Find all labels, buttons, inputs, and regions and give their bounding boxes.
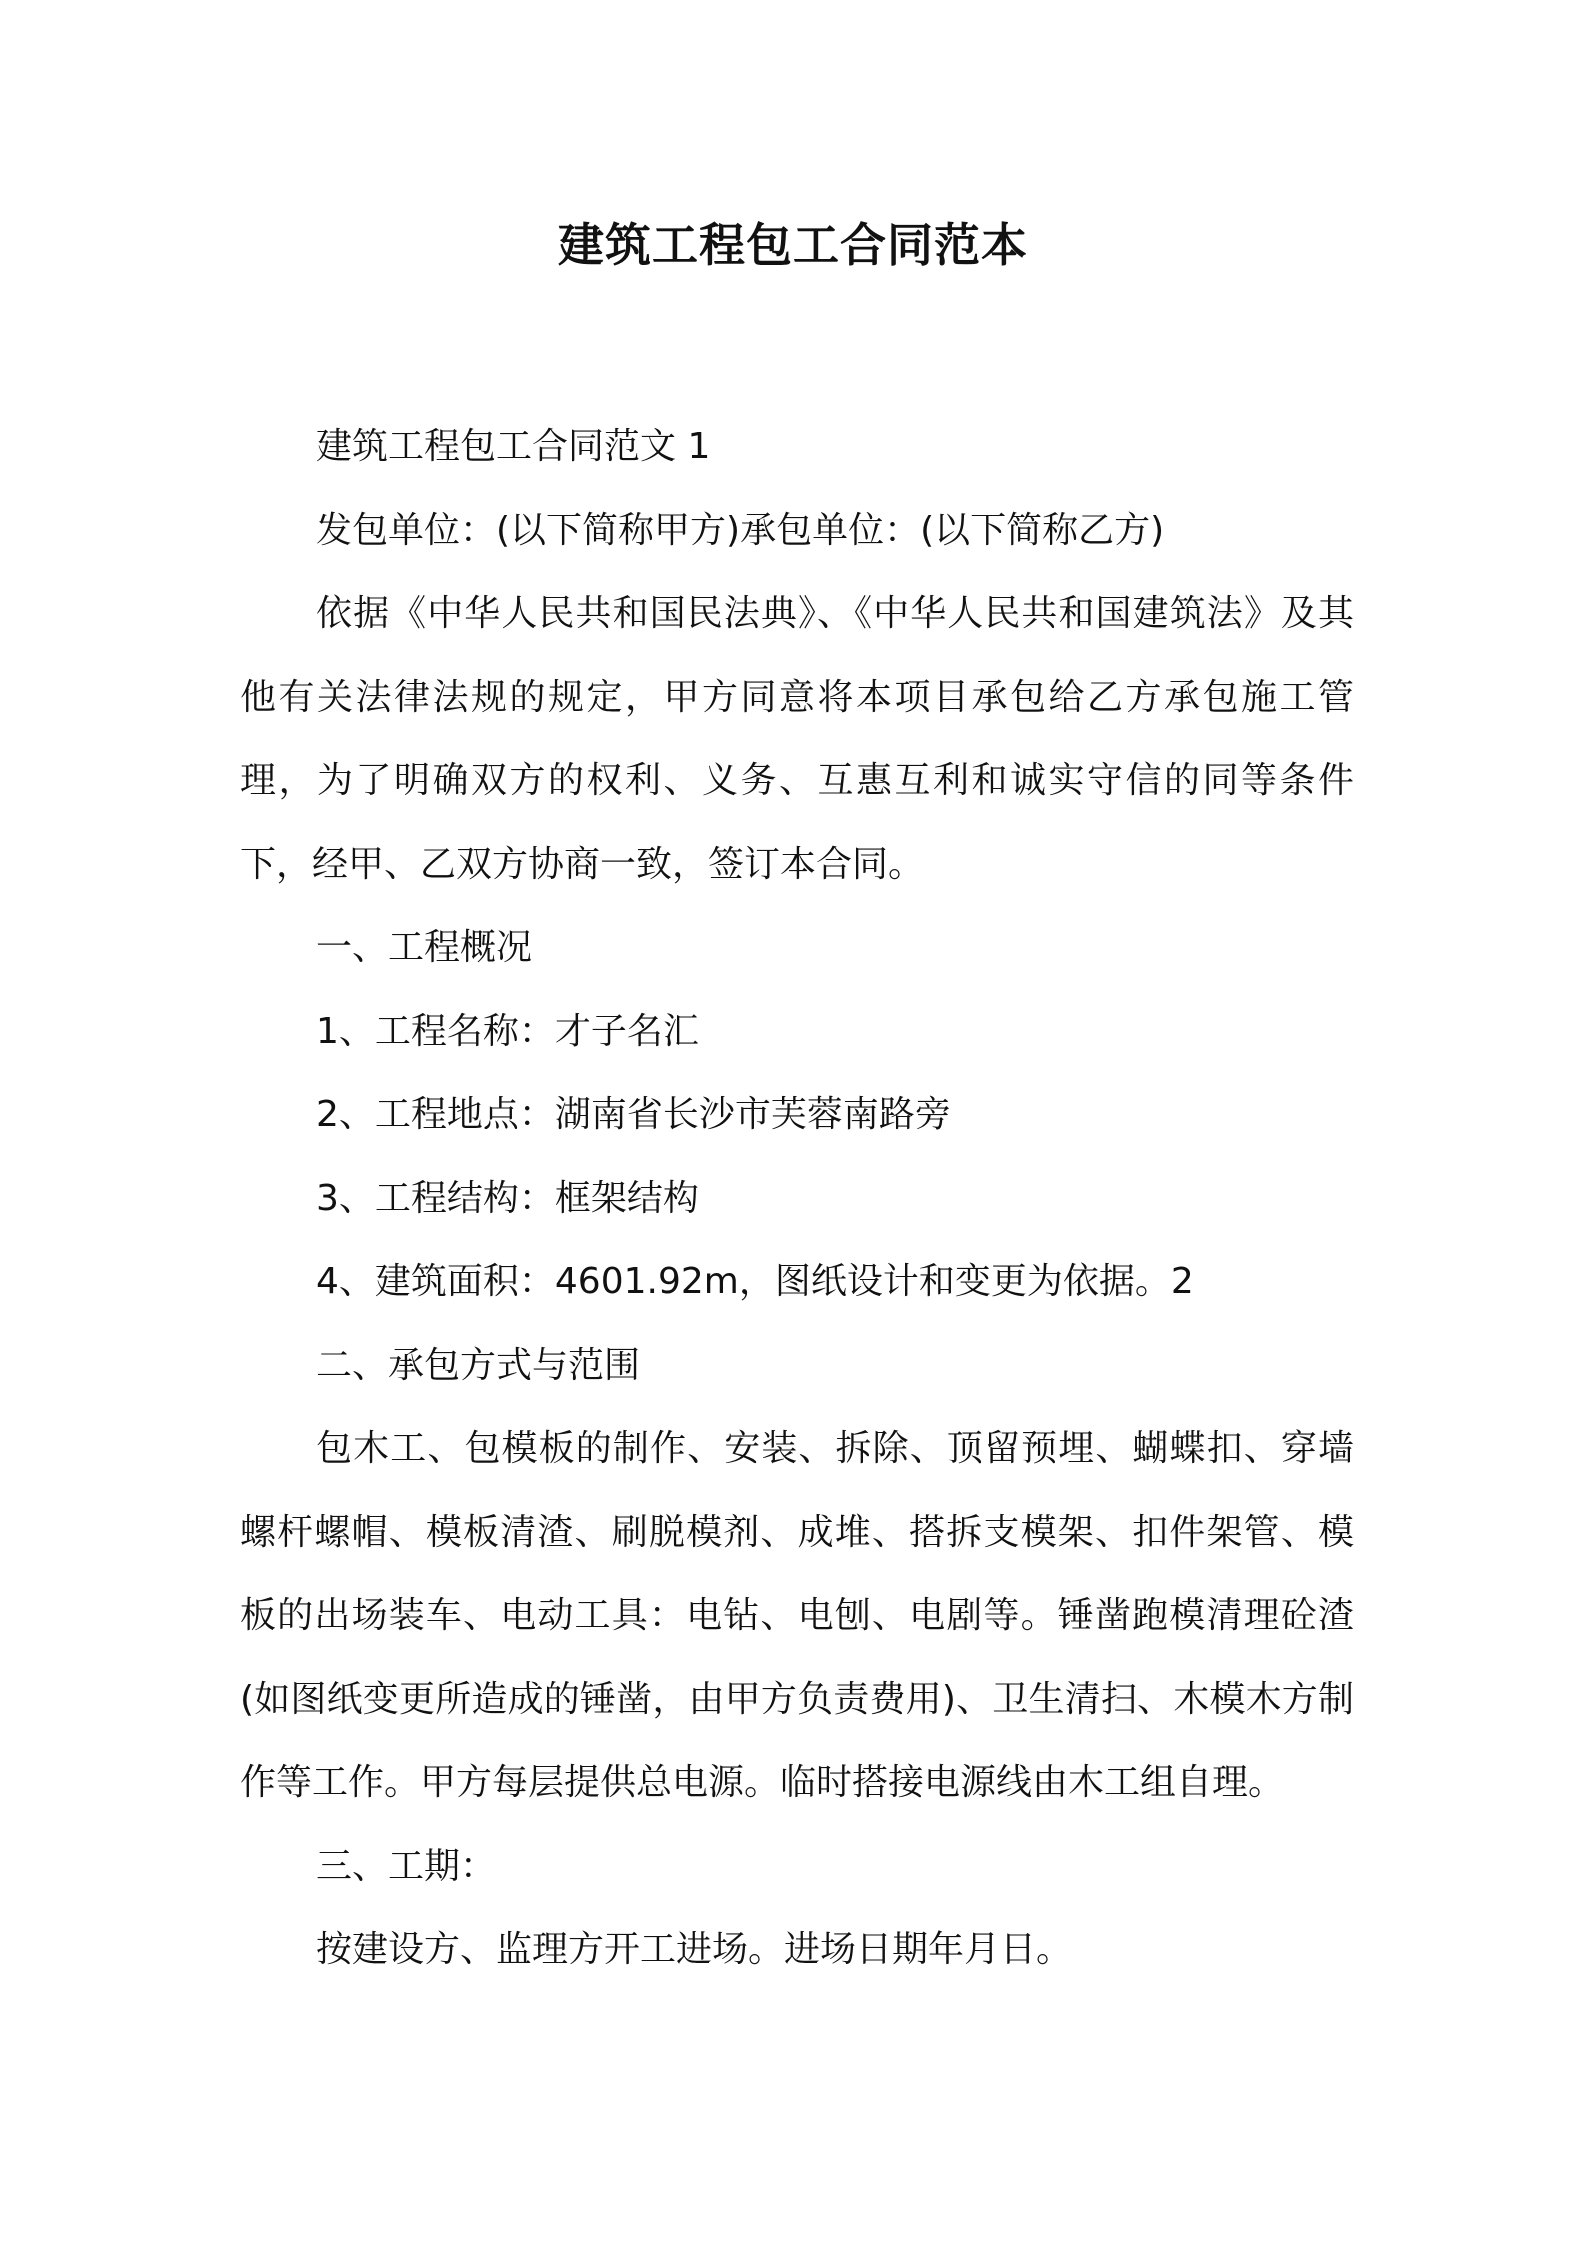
list-item: 2、工程地点：湖南省长沙市芙蓉南路旁: [316, 1094, 951, 1135]
scope-paragraph: 包木工、包模板的制作、安装、拆除、顶留预埋、蝴蝶扣、穿墙螺杆螺帽、模板清渣、刷脱模剂、成堆、搭拆支模架、扣件架管、模板的出场装车、电动工具：电钻、电刨、电剧等。锤凿跑模清理砼渣(如图纸变更所造成的锤凿，由甲方负责费用)、卫生清扫、木模木方制作等工作。甲方每层提供总电源。临时搭接电源线由木工组自理。: [240, 1428, 1354, 1803]
list-item: 3、工程结构：框架结构: [316, 1177, 699, 1219]
schedule-paragraph: 按建设方、监理方开工进场。进场日期年月日。: [316, 1929, 1073, 1970]
document-body: [240, 405, 1354, 1992]
subtitle-paragraph: 建筑工程包工合同范文 1: [316, 426, 711, 467]
section-heading: 三、工期：: [316, 1845, 497, 1887]
list-item: 4、建筑面积：4601.92m，图纸设计和变更为依据。2: [316, 1261, 1194, 1302]
parties-paragraph: 发包单位：(以下简称甲方)承包单位：(以下简称乙方): [316, 509, 1165, 551]
preamble-paragraph: 依据《中华人民共和国民法典》、《中华人民共和国建筑法》及其他有关法律法规的规定，甲方同意将本项目承包给乙方承包施工管理，为了明确双方的权利、义务、互惠互利和诚实守信的同等条件下，经甲、乙双方协商一致，签订本合同。: [240, 593, 1354, 885]
section-heading: 一、工程概况: [316, 927, 533, 968]
document-title: 建筑工程包工合同范本: [558, 218, 1028, 272]
list-item: 1、工程名称：才子名汇: [316, 1010, 699, 1052]
section-heading: 二、承包方式与范围: [316, 1344, 641, 1386]
